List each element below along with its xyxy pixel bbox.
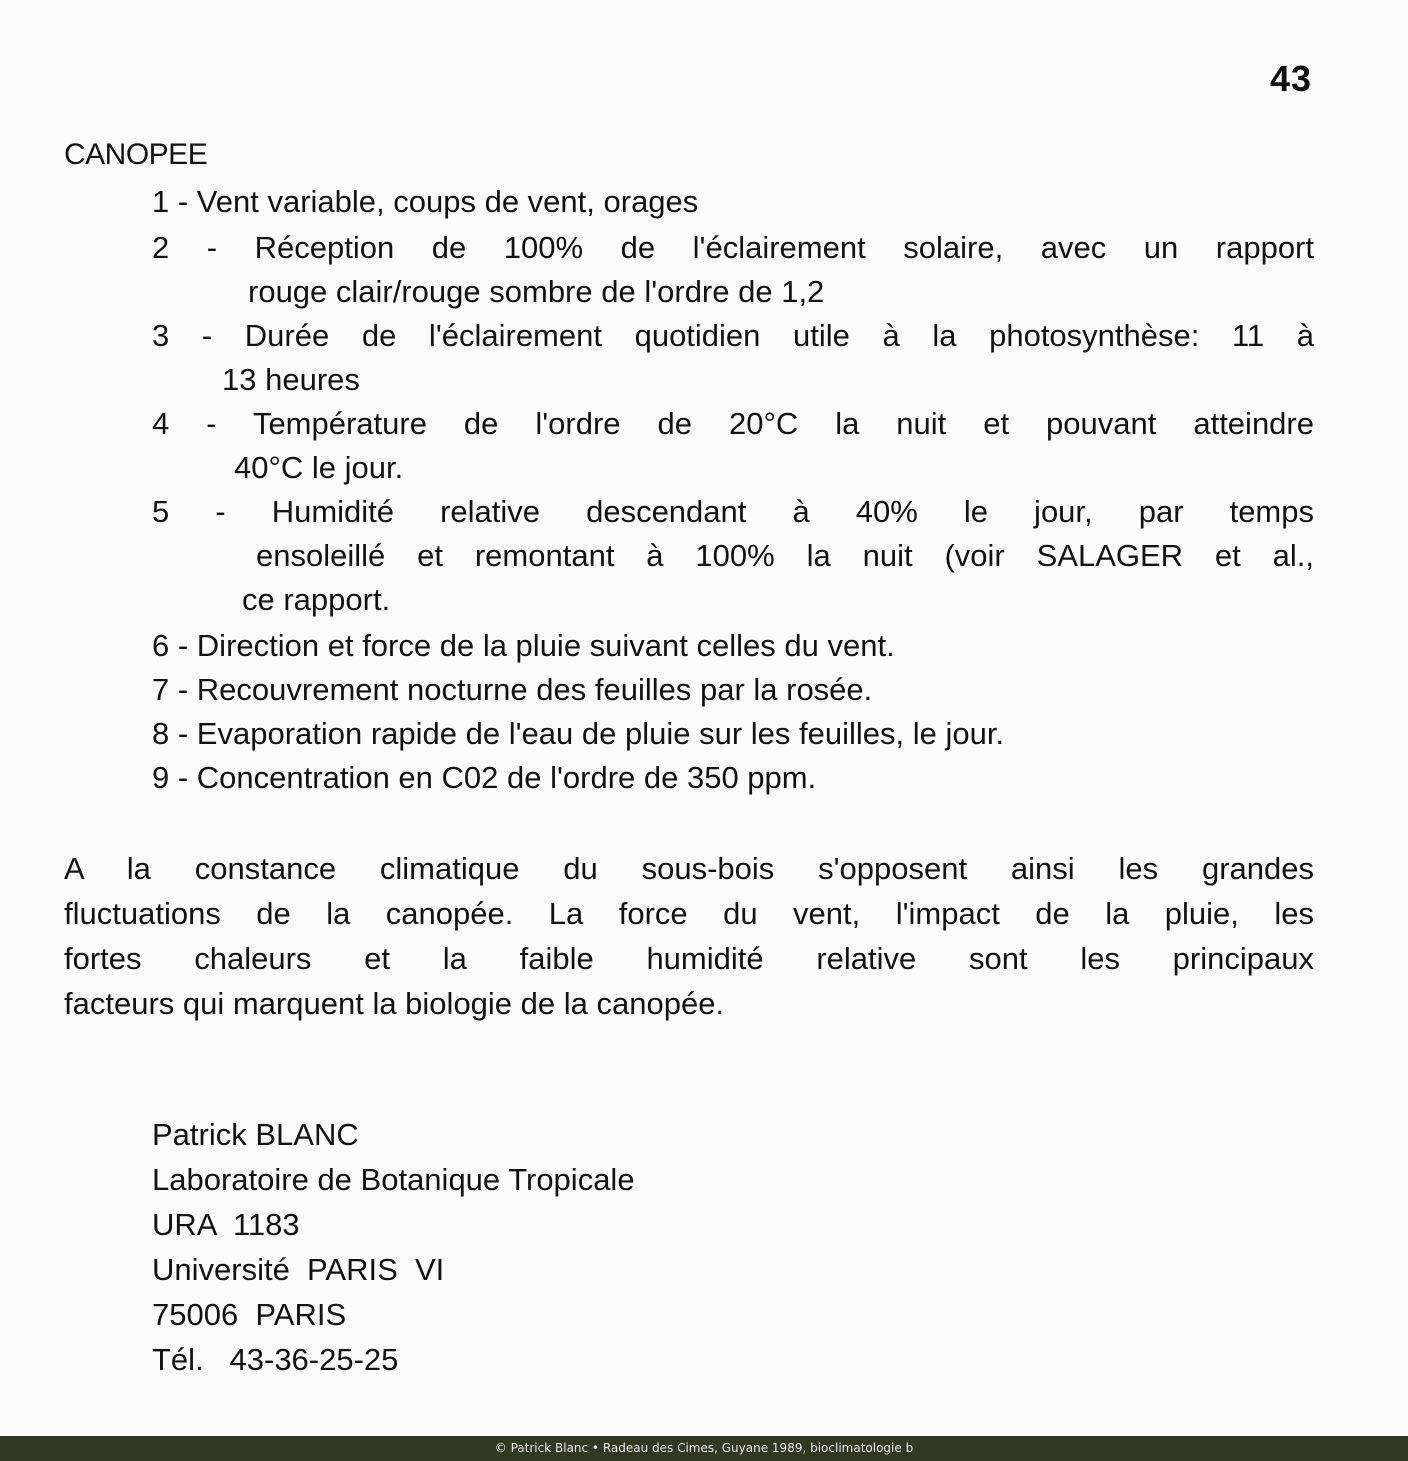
item-number: 2 - [152,230,255,265]
item-number: 3 - [152,318,245,353]
list-item-6 [152,624,1314,668]
item-text: Recouvrement nocturne des feuilles par la rosée. [196,672,873,707]
author-phone: Tél. 43-36-25-25 [152,1342,399,1377]
item-text: Vent variable, coups de vent, orages [196,184,699,219]
author-ura: URA 1183 [152,1207,300,1242]
list-item-7 [152,668,1314,712]
author-lab: Laboratoire de Botanique Tropicale [152,1162,635,1197]
item-number: 7 - [152,672,197,707]
item-text-continued: 13 heures [222,362,360,397]
list-item-5 [152,490,1314,622]
copyright-footer: © Patrick Blanc • Radeau des Cimes, Guyane 1989, bioclimatologie b [0,1436,1408,1461]
item-text: Durée de l'éclairement quotidien utile à la photosynthèse: 11 à [244,318,1314,353]
item-text-continued: 40°C le jour. [234,450,404,485]
item-number: 5 - [152,494,272,529]
list-item-3 [152,314,1314,402]
item-text: Température de l'ordre de 20°C la nuit et pouvant atteindre [252,406,1314,441]
item-number: 9 - [152,760,197,795]
page-number: 43 [1270,58,1313,99]
item-text-continued: ce rapport. [242,582,391,617]
item-number: 6 - [152,628,197,663]
list-item-8 [152,712,1314,756]
list-item-4 [152,402,1314,490]
author-city: 75006 PARIS [152,1297,347,1332]
item-number: 1 - [152,184,197,219]
item-text-continued: rouge clair/rouge sombre de l'ordre de 1,2 [248,274,825,309]
paragraph-line: fluctuations de la canopée. La force du vent, l'impact de la pluie, les [64,896,1314,931]
item-text: Réception de 100% de l'éclairement solaire, avec un rapport [254,230,1314,265]
author-university: Université PARIS VI [152,1252,445,1287]
paragraph-line: A la constance climatique du sous-bois s'opposent ainsi les grandes [64,851,1314,886]
item-number: 4 - [152,406,253,441]
item-text: Concentration en C02 de l'ordre de 350 ppm. [196,760,817,795]
item-text: Evaporation rapide de l'eau de pluie sur les feuilles, le jour. [196,716,1005,751]
list-item-9 [152,756,1314,800]
item-text: Humidité relative descendant à 40% le jour, par temps [271,494,1314,529]
author-address [152,1112,635,1382]
item-number: 8 - [152,716,197,751]
section-title: CANOPEE [64,138,208,171]
item-text: Direction et force de la pluie suivant celles du vent. [196,628,895,663]
conclusion-paragraph [64,846,1314,1026]
list-item-1 [152,180,1314,224]
list-item-2 [152,226,1314,314]
paragraph-line: fortes chaleurs et la faible humidité relative sont les principaux [64,941,1314,976]
paragraph-line: facteurs qui marquent la biologie de la canopée. [64,986,725,1021]
author-name: Patrick BLANC [152,1117,359,1152]
item-text-continued: ensoleillé et remontant à 100% la nuit (voir SALAGER et al., [256,538,1314,573]
